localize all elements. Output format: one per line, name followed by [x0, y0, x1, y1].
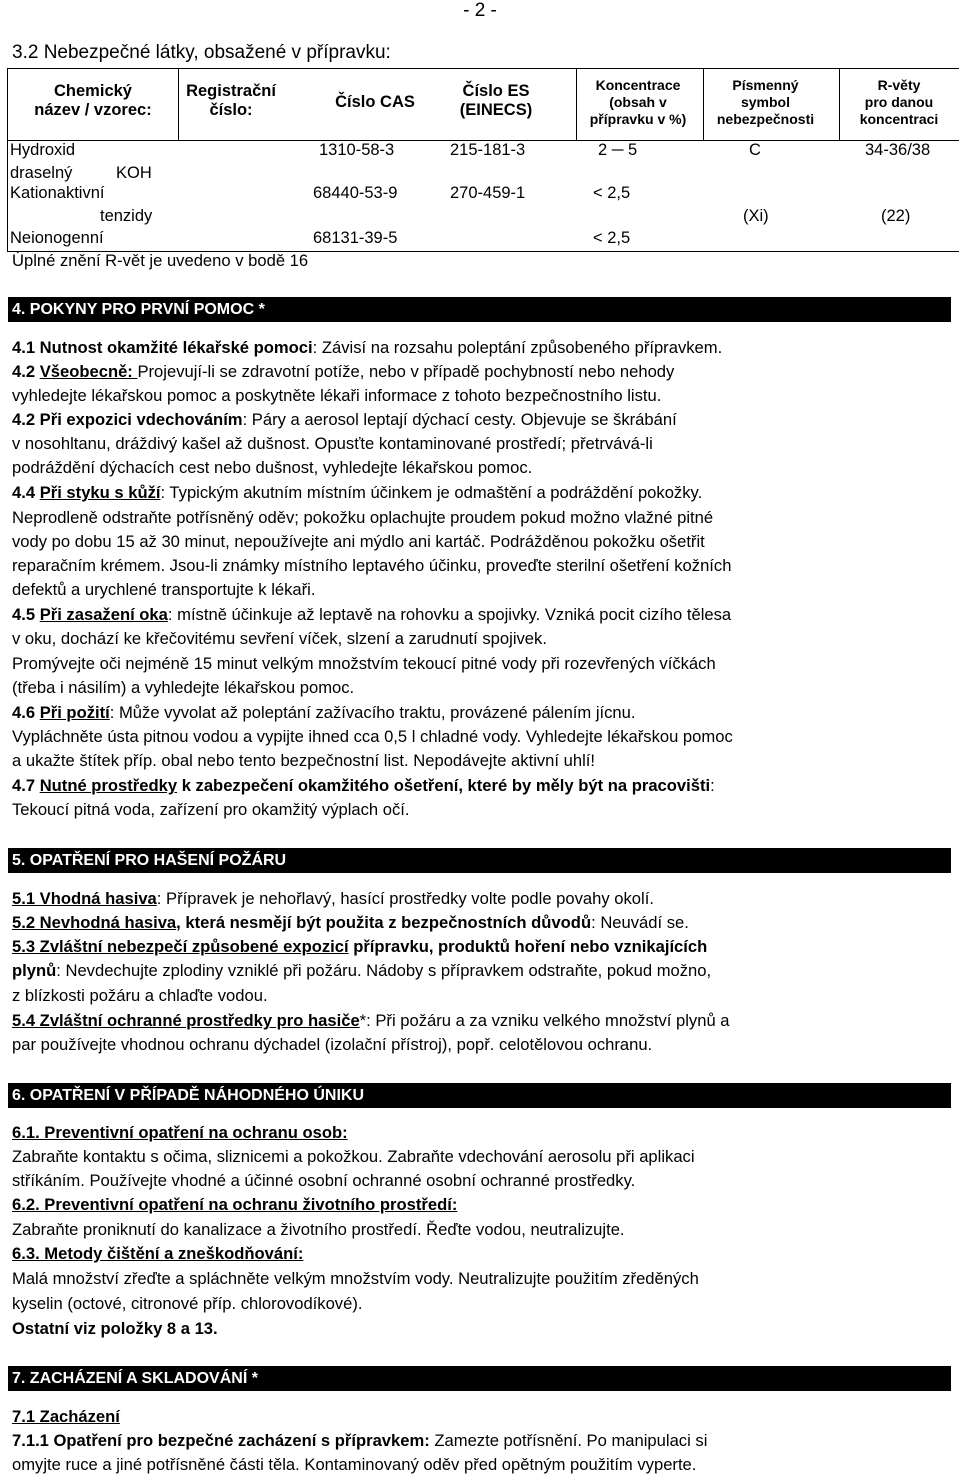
- paragraph-6-3-line: kyselin (octové, citronové příp. chlorovodíkové).: [12, 1294, 363, 1313]
- paragraph-4-7-line: Tekoucí pitná voda, zařízení pro okamžitý výplach očí.: [12, 800, 410, 819]
- paragraph-4-4-line: defektů a urychlené transportujte k lékaři.: [12, 580, 316, 599]
- section-6-heading: 6. OPATŘENÍ V PŘÍPADĚ NÁHODNÉHO ÚNIKU: [8, 1083, 951, 1108]
- paragraph-7-1-1: 7.1.1 Opatření pro bezpečné zacházení s přípravkem: Zamezte potřísnění. Po manipulaci si: [12, 1431, 708, 1450]
- cell-concentration: < 2,5: [593, 184, 631, 202]
- cell-substance-name: Kationaktivní: [10, 184, 105, 202]
- cell-substance-formula: KOH: [116, 164, 152, 182]
- cell-es-number: 215-181-3: [450, 141, 526, 159]
- section-4-heading: 4. POKYNY PRO PRVNÍ POMOC *: [8, 297, 951, 322]
- paragraph-5-4: 5.4 Zvláštní ochranné prostředky pro hasiče*: Při požáru a za vzniku velkého množství plynů a: [12, 1011, 730, 1030]
- paragraph-6-3-see-also: Ostatní viz položky 8 a 13.: [12, 1319, 218, 1338]
- cell-cas-number: 68131-39-5: [313, 229, 398, 247]
- cell-substance-name: draselný: [10, 164, 73, 182]
- cell-concentration: < 2,5: [593, 229, 631, 247]
- paragraph-4-5-line: v oku, dochází ke křečovitému sevření víček, slzení a zarudnutí spojivek.: [12, 629, 547, 648]
- paragraph-4-4-line: vody po dobu 15 až 30 minut, nepoužívejte ani mýdlo ani kartáč. Podrážděnou pokožku ošetřit: [12, 532, 705, 551]
- paragraph-7-1-1-line: omyjte ruce a jiné potřísněné části těla. Kontaminovaný oděv před opětným použitím vyperte.: [12, 1455, 697, 1474]
- paragraph-4-5-line: (třeba i násilím) a vyhledejte lékařskou pomoc.: [12, 678, 355, 697]
- cell-cas-number: 68440-53-9: [313, 184, 398, 202]
- paragraph-7-1-heading: 7.1 Zacházení: [12, 1407, 120, 1426]
- paragraph-5-4-line: par používejte vhodnou ochranu dýchadel (izolační přístroj), popř. celotělovou ochranu.: [12, 1035, 653, 1054]
- r-phrases-note: Úplné znění R-vět je uvedeno v bodě 16: [12, 251, 309, 270]
- header-concentration: Koncentrace (obsah v přípravku v %): [589, 77, 687, 127]
- paragraph-4-2-general-line: vyhledejte lékařskou pomoc a poskytněte lékaři informace z tohoto bezpečnostního listu.: [12, 386, 662, 405]
- header-registration-number: Registrační číslo:: [186, 82, 276, 119]
- hazardous-substances-table: [7, 68, 959, 252]
- paragraph-4-1: 4.1 Nutnost okamžité lékařské pomoci: Závisí na rozsahu poleptání způsobeného přípravkem.: [12, 338, 723, 357]
- paragraph-4-2-inhalation-line: v nosohltanu, dráždivý kašel až dušnost. Opusťte kontaminované prostředí; přetrvává-li: [12, 434, 653, 453]
- paragraph-6-1-heading: 6.1. Preventivní opatření na ochranu osob:: [12, 1123, 348, 1142]
- paragraph-4-6-line: a ukažte štítek příp. obal nebo tento bezpečnostní list. Nepodávejte aktivní uhlí!: [12, 751, 595, 770]
- section-3-2-heading: 3.2 Nebezpečné látky, obsažené v přípravku:: [12, 42, 391, 63]
- paragraph-6-3-heading: 6.3. Metody čištění a zneškodňování:: [12, 1244, 304, 1263]
- paragraph-4-2-inhalation: 4.2 Při expozici vdechováním: Páry a aerosol leptají dýchací cesty. Objevuje se škrábání: [12, 410, 677, 429]
- paragraph-5-3-line: z blízkosti požáru a chlaďte vodou.: [12, 986, 268, 1005]
- paragraph-4-5-line: Promývejte oči nejméně 15 minut velkým množstvím tekoucí pitné vody při rozevřených víčkách: [12, 654, 716, 673]
- cell-r-phrases: 34-36/38: [865, 141, 931, 159]
- paragraph-6-1-line: stříkáním. Používejte vhodné a účinné osobní ochranné osobní ochranné prostředky.: [12, 1171, 636, 1190]
- cell-cas-number: 1310-58-3: [319, 141, 395, 159]
- paragraph-4-7: 4.7 Nutné prostředky k zabezpečení okamžitého ošetření, které by měly být na pracovišti:: [12, 776, 715, 795]
- page-number: - 2 -: [463, 0, 497, 21]
- section-5-heading: 5. OPATŘENÍ PRO HAŠENÍ POŽÁRU: [8, 848, 951, 873]
- paragraph-4-2-general: 4.2 Všeobecně: Projevují-li se zdravotní potíže, nebo v případě pochybností nebo nehody: [12, 362, 675, 381]
- cell-r-phrases: (22): [881, 207, 911, 225]
- paragraph-5-2: 5.2 Nevhodná hasiva, která nesmějí být použita z bezpečnostních důvodů: Neuvádí se.: [12, 913, 689, 932]
- cell-hazard-symbol: C: [749, 141, 761, 159]
- cell-hazard-symbol: (Xi): [743, 207, 769, 225]
- paragraph-6-2-heading: 6.2. Preventivní opatření na ochranu životního prostředí:: [12, 1195, 458, 1214]
- paragraph-6-2-line: Zabraňte proniknutí do kanalizace a životního prostředí. Řeďte vodou, neutralizujte.: [12, 1220, 625, 1239]
- header-hazard-symbol: Písmenný symbol nebezpečnosti: [716, 77, 815, 127]
- paragraph-5-1: 5.1 Vhodná hasiva: Přípravek je nehořlavý, hasící prostředky volte podle povahy okolí.: [12, 889, 654, 908]
- header-chemical-name: Chemický název / vzorec:: [34, 82, 152, 119]
- table-divider: [178, 69, 179, 140]
- paragraph-5-3-line: plynů: Nevdechujte zplodiny vzniklé při požáru. Nádoby s přípravkem odstraňte, pokud možno,: [12, 961, 712, 980]
- header-es-number: Číslo ES (EINECS): [459, 82, 533, 119]
- paragraph-5-3: 5.3 Zvláštní nebezpečí způsobené expozicí přípravku, produktů hoření nebo vznikajících: [12, 937, 708, 956]
- header-r-phrases: R-věty pro danou koncentraci: [859, 77, 939, 127]
- paragraph-4-2-inhalation-line: podráždění dýchacích cest nebo dušnost, vyhledejte lékařskou pomoc.: [12, 458, 533, 477]
- paragraph-4-5-eye: 4.5 Při zasažení oka: místně účinkuje až leptavě na rohovku a spojivky. Vzniká pocit cizího tělesa: [12, 605, 732, 624]
- paragraph-6-3-line: Malá množství zřeďte a spláchněte velkým množstvím vody. Neutralizujte použitím zředěných: [12, 1269, 699, 1288]
- paragraph-4-4-skin: 4.4 Při styku s kůží: Typickým akutním místním účinkem je odmaštění a podráždění pokožky.: [12, 483, 703, 502]
- cell-substance-name: tenzidy: [100, 207, 153, 225]
- paragraph-4-4-line: reparačním krémem. Jsou-li známky místního leptavého účinku, proveďte sterilní ošetření kožních: [12, 556, 732, 575]
- section-7-heading: 7. ZACHÁZENÍ A SKLADOVÁNÍ *: [8, 1366, 951, 1391]
- cell-substance-name: Hydroxid: [10, 141, 76, 159]
- cell-substance-name: Neionogenní: [10, 229, 104, 247]
- paragraph-4-6-ingestion: 4.6 Při požití: Může vyvolat až poleptání zažívacího traktu, provázené pálením jícnu.: [12, 703, 636, 722]
- paragraph-4-6-line: Vypláchněte ústa pitnou vodou a vypijte ihned cca 0,5 l chladné vody. Vyhledejte lékařskou pomoc: [12, 727, 733, 746]
- paragraph-4-4-line: Neprodleně odstraňte potřísněný oděv; pokožku oplachujte proudem pokud možno vlažné pitné: [12, 508, 714, 527]
- paragraph-6-1-line: Zabraňte kontaktu s očima, sliznicemi a pokožkou. Zabraňte vdechování aerosolu při aplikaci: [12, 1147, 695, 1166]
- cell-es-number: 270-459-1: [450, 184, 526, 202]
- cell-concentration: 2 ─ 5: [598, 141, 638, 159]
- header-cas-number: Číslo CAS: [335, 93, 415, 111]
